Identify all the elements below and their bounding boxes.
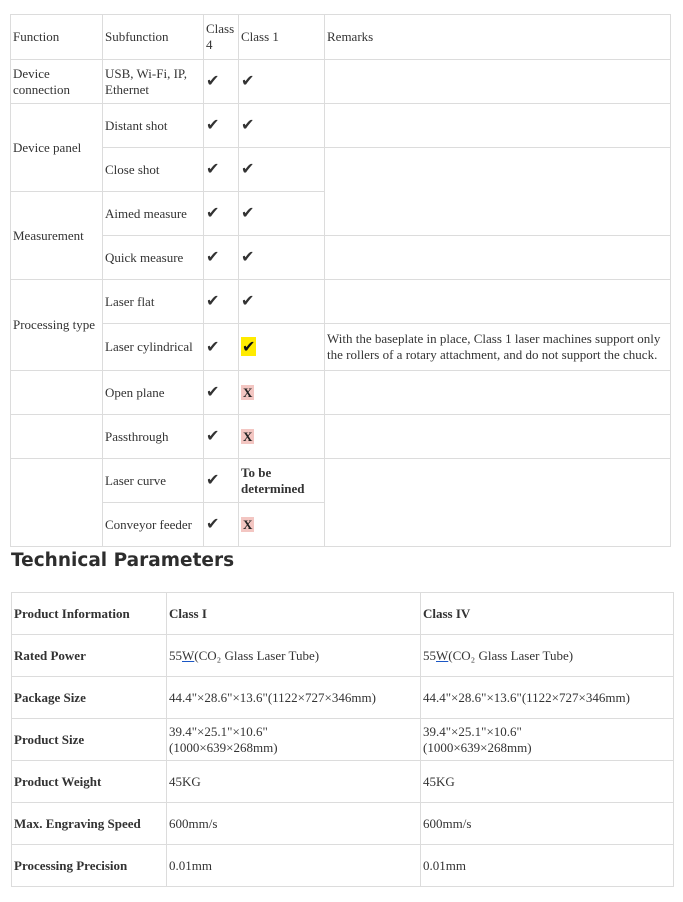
param-value: 44.4"×28.6"×13.6"(1122×727×346mm) xyxy=(167,677,421,719)
class4-cell xyxy=(204,503,239,547)
class1-cell xyxy=(239,236,325,280)
remark-cell: With the baseplate in place, Class 1 laser machines support only the rollers of a rotary attachment, and do not support the chuck. xyxy=(325,324,671,371)
param-value xyxy=(167,635,421,677)
param-value: 0.01mm xyxy=(421,845,674,887)
remark-cell xyxy=(325,371,671,415)
table-row xyxy=(12,761,674,803)
class4-cell xyxy=(204,104,239,148)
check-icon: ✔ xyxy=(206,336,220,356)
class1-cell xyxy=(239,60,325,104)
class1-cell xyxy=(239,371,325,415)
subfunction-cell: Aimed measure xyxy=(103,192,204,236)
class1-cell xyxy=(239,415,325,459)
class4-cell xyxy=(204,371,239,415)
param-value: 0.01mm xyxy=(167,845,421,887)
class4-cell xyxy=(204,415,239,459)
subfunction-cell: Laser flat xyxy=(103,280,204,324)
cross-icon: X xyxy=(243,516,253,532)
param-label: Product Weight xyxy=(12,761,167,803)
class4-cell xyxy=(204,236,239,280)
class4-cell xyxy=(204,148,239,192)
header-class1: Class 1 xyxy=(239,15,325,60)
check-icon: ✔ xyxy=(241,203,255,222)
remark-cell xyxy=(325,236,671,280)
group-processing-type: Processing type xyxy=(11,280,103,371)
power-unit: W xyxy=(182,647,195,663)
table-row xyxy=(11,371,671,415)
table-row xyxy=(11,459,671,503)
function-table xyxy=(10,14,671,547)
size-line-2: (1000×639×268mm) xyxy=(423,739,532,755)
parameters-table xyxy=(11,592,674,887)
size-line-1: 39.4"×25.1"×10.6" xyxy=(169,723,268,739)
subfunction-cell: Conveyor feeder xyxy=(103,503,204,547)
class4-cell xyxy=(204,280,239,324)
remark-cell xyxy=(325,280,671,324)
check-icon: ✔ xyxy=(206,159,220,178)
class4-cell xyxy=(204,60,239,104)
param-value: 45KG xyxy=(167,761,421,803)
group-measurement: Measurement xyxy=(11,192,103,280)
subfunction-cell: Laser cylindrical xyxy=(103,324,204,371)
check-icon: ✔ xyxy=(241,291,255,310)
subfunction-cell: Laser curve xyxy=(103,459,204,503)
param-value: 45KG xyxy=(421,761,674,803)
table-row xyxy=(12,845,674,887)
remark-cell xyxy=(325,459,671,547)
group-empty xyxy=(11,371,103,415)
group-empty xyxy=(11,459,103,547)
cross-icon: X xyxy=(243,384,253,400)
class1-cell xyxy=(239,104,325,148)
table-row xyxy=(11,236,671,280)
remark-cell xyxy=(325,104,671,148)
table-header-row xyxy=(12,593,674,635)
table-row xyxy=(11,104,671,148)
param-label: Rated Power xyxy=(12,635,167,677)
power-unit: W xyxy=(436,647,449,663)
param-value: 600mm/s xyxy=(421,803,674,845)
table-row xyxy=(11,415,671,459)
subfunction-cell: USB, Wi-Fi, IP, Ethernet xyxy=(103,60,204,104)
class1-cell xyxy=(239,503,325,547)
subfunction-cell: Open plane xyxy=(103,371,204,415)
check-icon: ✔ xyxy=(206,291,220,310)
header-class-i: Class I xyxy=(167,593,421,635)
check-icon: ✔ xyxy=(206,247,220,266)
class1-cell xyxy=(239,324,325,371)
check-icon: ✔ xyxy=(206,514,220,533)
class1-cell xyxy=(239,192,325,236)
check-icon: ✔ xyxy=(206,203,220,222)
group-device-panel: Device panel xyxy=(11,104,103,192)
power-number: 55 xyxy=(169,647,182,663)
remark-cell xyxy=(325,60,671,104)
header-remarks: Remarks xyxy=(325,15,671,60)
header-class-iv: Class IV xyxy=(421,593,674,635)
section-title: Technical Parameters xyxy=(11,550,235,571)
check-icon: ✔ xyxy=(206,426,220,445)
param-label: Package Size xyxy=(12,677,167,719)
param-label: Product Information xyxy=(12,593,167,635)
check-icon: ✔ xyxy=(241,115,255,134)
power-suffix: (CO₂ Glass Laser Tube) xyxy=(448,647,574,663)
tbd-label: To be determined xyxy=(241,464,305,496)
class1-cell xyxy=(239,148,325,192)
header-subfunction: Subfunction xyxy=(103,15,204,60)
class1-cell xyxy=(239,280,325,324)
table-row xyxy=(11,60,671,104)
table-row xyxy=(12,719,674,761)
remark-cell xyxy=(325,148,671,236)
group-empty xyxy=(11,415,103,459)
param-value: 44.4"×28.6"×13.6"(1122×727×346mm) xyxy=(421,677,674,719)
check-icon: ✔ xyxy=(241,71,255,90)
param-label: Processing Precision xyxy=(12,845,167,887)
check-icon: ✔ xyxy=(206,382,220,401)
remark-cell xyxy=(325,415,671,459)
table-row xyxy=(12,635,674,677)
size-line-2: (1000×639×268mm) xyxy=(169,739,278,755)
table-header-row xyxy=(11,15,671,60)
power-suffix: (CO₂ Glass Laser Tube) xyxy=(194,647,320,663)
subfunction-cell: Passthrough xyxy=(103,415,204,459)
check-icon: ✔ xyxy=(206,470,220,489)
header-function: Function xyxy=(11,15,103,60)
header-class4: Class 4 xyxy=(204,15,239,60)
check-icon: ✔ xyxy=(241,159,255,178)
class4-cell xyxy=(204,192,239,236)
class1-cell xyxy=(239,459,325,503)
class4-cell xyxy=(204,324,239,371)
param-value xyxy=(167,719,421,761)
class4-cell xyxy=(204,459,239,503)
param-label: Product Size xyxy=(12,719,167,761)
table-row xyxy=(11,324,671,371)
subfunction-cell: Quick measure xyxy=(103,236,204,280)
cross-icon: X xyxy=(243,428,253,444)
table-row xyxy=(11,148,671,192)
check-icon-highlighted: ✔ xyxy=(242,336,256,356)
param-value xyxy=(421,635,674,677)
subfunction-cell: Distant shot xyxy=(103,104,204,148)
subfunction-cell: Close shot xyxy=(103,148,204,192)
check-icon: ✔ xyxy=(241,247,255,266)
power-number: 55 xyxy=(423,647,436,663)
size-line-1: 39.4"×25.1"×10.6" xyxy=(423,723,522,739)
param-label: Max. Engraving Speed xyxy=(12,803,167,845)
check-icon: ✔ xyxy=(206,115,220,134)
table-row xyxy=(11,280,671,324)
check-icon: ✔ xyxy=(206,71,220,90)
table-row xyxy=(12,677,674,719)
group-device-connection: Device connection xyxy=(11,60,103,104)
param-value xyxy=(421,719,674,761)
param-value: 600mm/s xyxy=(167,803,421,845)
table-row xyxy=(12,803,674,845)
